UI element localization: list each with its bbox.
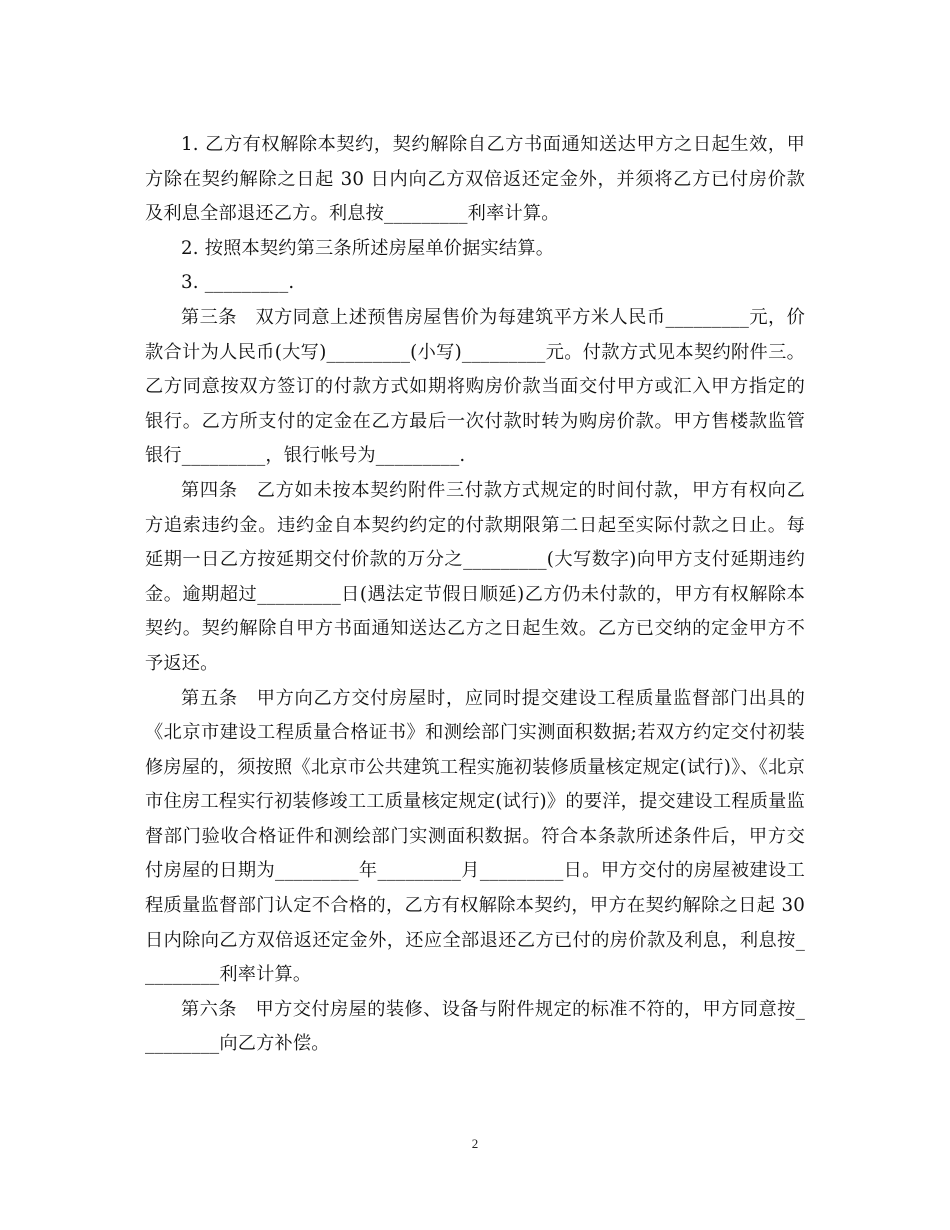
clause-1-paragraph: 1. 乙方有权解除本契约，契约解除自乙方书面通知送达甲方之日起生效，甲方除在契约解除之日起 30 日内向乙方双倍返还定金外，并须将乙方已付房价款及利息全部退还乙方。利息按_________利率计算。 — [145, 134, 805, 225]
article-6-paragraph: 第六条 甲方交付房屋的装修、设备与附件规定的标准不符的，甲方同意按_________向乙方补偿。 — [145, 998, 805, 1055]
page-number: 2 — [471, 1136, 479, 1151]
article-3-paragraph: 第三条 双方同意上述预售房屋售价为每建筑平方米人民币_________元，价款合计为人民币(大写)_________(小写)_________元。付款方式见本契约附件三。乙方同意按双方签订的付款方式如期将购房价款当面交付甲方或汇入甲方指定的银行。乙方所支付的定金在乙方最后一次付款时转为购房价款。甲方售楼款监管银行_________，银行帐号为_________. — [145, 306, 805, 467]
article-4-paragraph: 第四条 乙方如未按本契约附件三付款方式规定的时间付款，甲方有权向乙方追索违约金。违约金自本契约约定的付款期限第二日起至实际付款之日止。每延期一日乙方按延期交付价款的万分之_________(大写数字)向甲方支付延期违约金。逾期超过_________日(遇法定节假日顺延)乙方仍未付款的，甲方有权解除本契约。契约解除自甲方书面通知送达乙方之日起生效。乙方已交纳的定金甲方不予返还。 — [145, 479, 805, 674]
clause-2-paragraph: 2. 按照本契约第三条所述房屋单价据实结算。 — [181, 237, 555, 259]
clause-3-paragraph: 3. _________. — [181, 272, 295, 294]
article-5-paragraph: 第五条 甲方向乙方交付房屋时，应同时提交建设工程质量监督部门出具的《北京市建设工程质量合格证书》和测绘部门实测面积数据;若双方约定交付初装修房屋的，须按照《北京市公共建筑工程实施初装修质量核定规定(试行)》、《北京市住房工程实行初装修竣工工质量核定规定(试行)》的要洋，提交建设工程质量监督部门验收合格证件和测绘部门实测面积数据。符合本条款所述条件后，甲方交付房屋的日期为_________年_________月_________日。甲方交付的房屋被建设工程质量监督部门认定不合格的，乙方有权解除本契约，甲方在契约解除之日起 30 日内除向乙方双倍返还定金外，还应全部退还乙方已付的房价款及利息，利息按_________利率计算。 — [145, 687, 805, 986]
document-body — [145, 128, 805, 1062]
